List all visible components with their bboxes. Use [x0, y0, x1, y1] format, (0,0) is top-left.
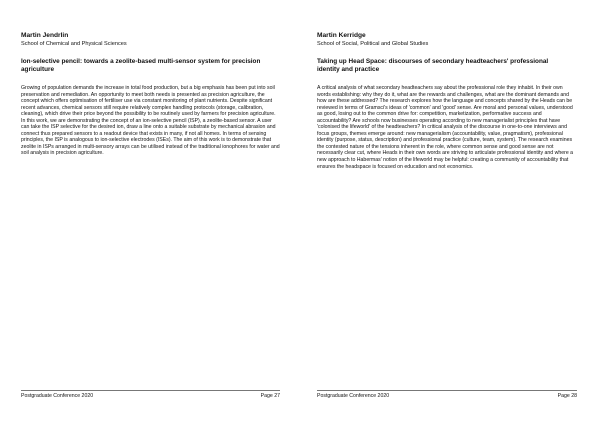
- abstract-title: Ion-selective pencil: towards a zeolite-based multi-sensor system for precision agriculture: [21, 58, 261, 73]
- abstract-text: Growing of population demands the increase in total food production, but a big emphasis has been put into soil preservation and remediation. An opportunity to meet both needs is presented as precision agriculture, the concept which offers optimisation of fertiliser use via constant monitoring of plant nutrients. Despite significant recent advances, chemical sensors still require relatively complex handling protocols (storage, calibration, cleaning), which drive their price beyond the possibility to be routinely used by farmers for precision agriculture. In this work, we are demonstrating the concept of an ion-selective pencil (ISP), a zeolite-based sensor. A user can take the ISP selective for the desired ion, draw a line onto a suitable substrate by mechanical abrasion and connect thus prepared sensors to a readout device that exists in many, if not all homes. In terms of sensing principles, the ISP is analogous to ion-selective electrodes (ISEs). The aim of this work is to demonstrate that zeolite in ISPs arranged in multi-sensory arrays can be utilised instead of the traditional ionophores for water and soil analysis in precision agriculture.: [21, 85, 280, 157]
- footer-conference: Postgraduate Conference 2020: [21, 393, 94, 399]
- abstract-text: A critical analysis of what secondary headteachers say about the professional role they inhabit. In their own words establishing: why they do it, what are the rewards and challenges, what are the dominant demands and how are these addressed? The research explores how the language and concepts shared by the Heads can be reviewed in terms of Gramsci's ideas of 'common' and 'good' sense. Are moral and personal values, understood as good, losing out to the common drive for: competition, marketization, performative success and accountability? Are schools now businesses operating according to new managerialist principles that have 'colonised the lifeworld' of the headteachers? In critical analysis of the discourse in one-to-one interviews and focus groups, themes emerge around: new managerialism (accountability, value, pragmatism), professional identity (purpose, status, description) and professional practice (culture, team, system). The research examines the contested nature of the tensions inherent in the role, where common sense and good sense are not necessarily clear cut, where Heads in their own words are striving to articulate professional identity and where a new approach to Habermas' notion of the lifeworld may be helpful: creating a community of accountability that ensures the headspace is focused on education and not economics.: [317, 85, 574, 170]
- author-name: Martin Jendrlin: [21, 32, 69, 39]
- footer-page-number: Page 27: [260, 393, 280, 399]
- page-footer: [21, 390, 280, 403]
- author-school: School of Social, Political and Global Studies: [317, 41, 429, 47]
- footer-conference: Postgraduate Conference 2020: [317, 393, 390, 399]
- page-right: [300, 0, 600, 424]
- author-school: School of Chemical and Physical Sciences: [21, 41, 127, 47]
- right-page-content: [317, 32, 576, 170]
- footer-page-number: Page 28: [557, 393, 577, 399]
- author-name: Martin Kerridge: [317, 32, 366, 39]
- page-footer: [317, 390, 577, 403]
- abstract-title: Taking up Head Space: discourses of secondary headteachers' professional identity and practice: [317, 58, 549, 73]
- left-page-content: [21, 32, 280, 157]
